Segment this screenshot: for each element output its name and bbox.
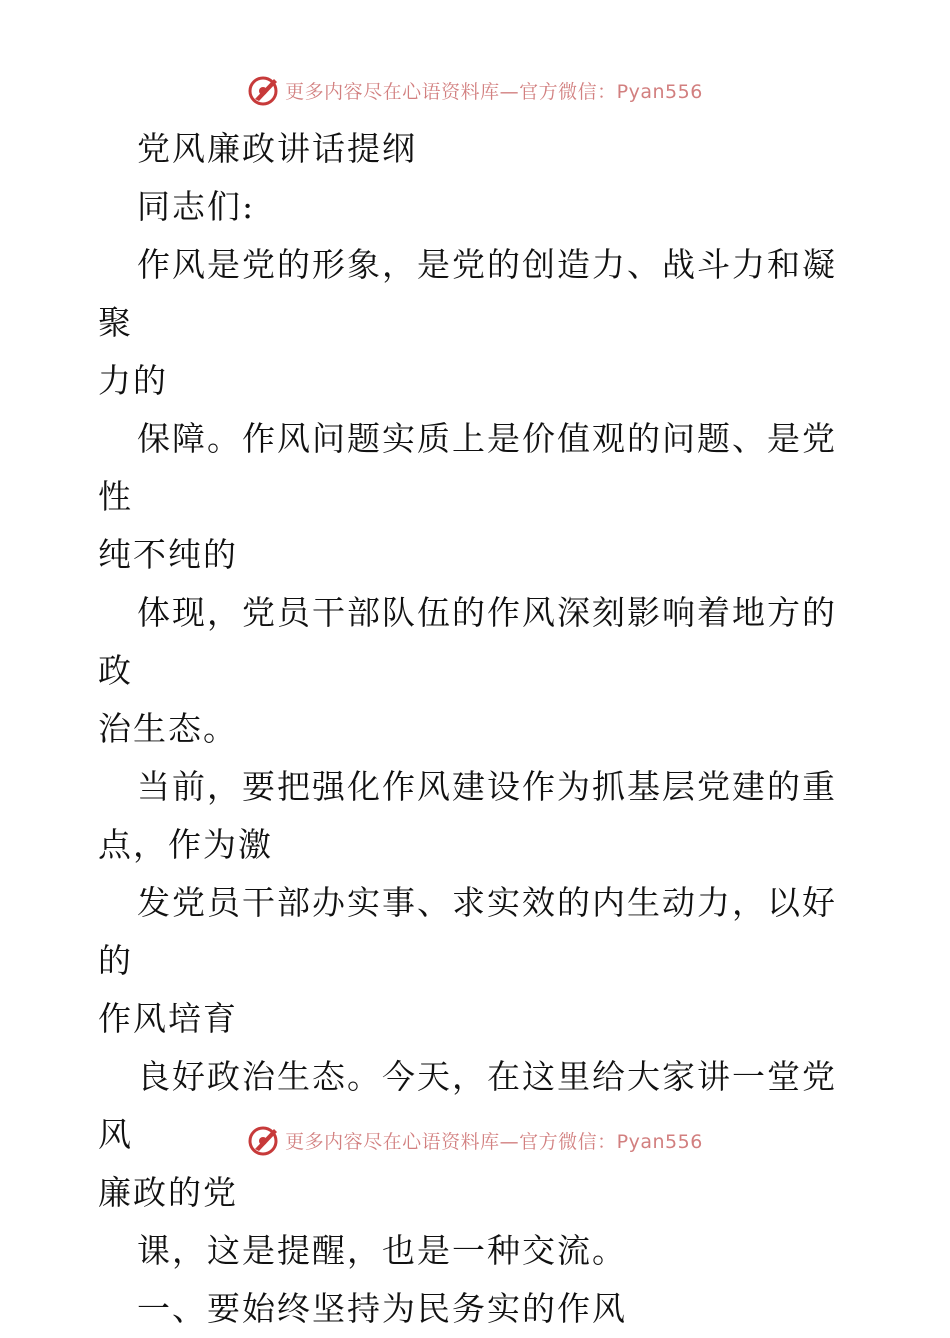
paragraph: 课，这是提醒，也是一种交流。: [137, 1231, 627, 1270]
salutation: 同志们:: [137, 187, 256, 226]
paragraph: 作风是党的形象，是党的创造力、战斗力和凝聚 力的: [98, 245, 837, 400]
paragraph: 保障。作风问题实质上是价值观的问题、是党性 纯不纯的: [98, 419, 837, 574]
footer-watermark-banner: [0, 1120, 950, 1160]
paragraph: 体现，党员干部队伍的作风深刻影响着地方的政 治生态。: [98, 593, 837, 748]
quill-logo-icon: [247, 1123, 281, 1157]
paragraph: 当前，要把强化作风建设作为抓基层党建的重 点，作为激: [98, 767, 837, 864]
header-watermark-banner: [0, 70, 950, 110]
banner-text: 更多内容尽在心语资料库—官方微信：Pyan556: [285, 1130, 703, 1153]
section-heading: 一、要始终坚持为民务实的作风: [137, 1289, 627, 1328]
banner-text: 更多内容尽在心语资料库—官方微信：Pyan556: [285, 80, 703, 103]
document-title: 党风廉政讲话提纲: [137, 129, 417, 168]
quill-logo-icon: [247, 73, 281, 107]
paragraph: 发党员干部办实事、求实效的内生动力，以好的 作风培育: [98, 883, 837, 1038]
paragraph: 良好政治生态。今天，在这里给大家讲一堂党风 廉政的党: [98, 1057, 837, 1212]
